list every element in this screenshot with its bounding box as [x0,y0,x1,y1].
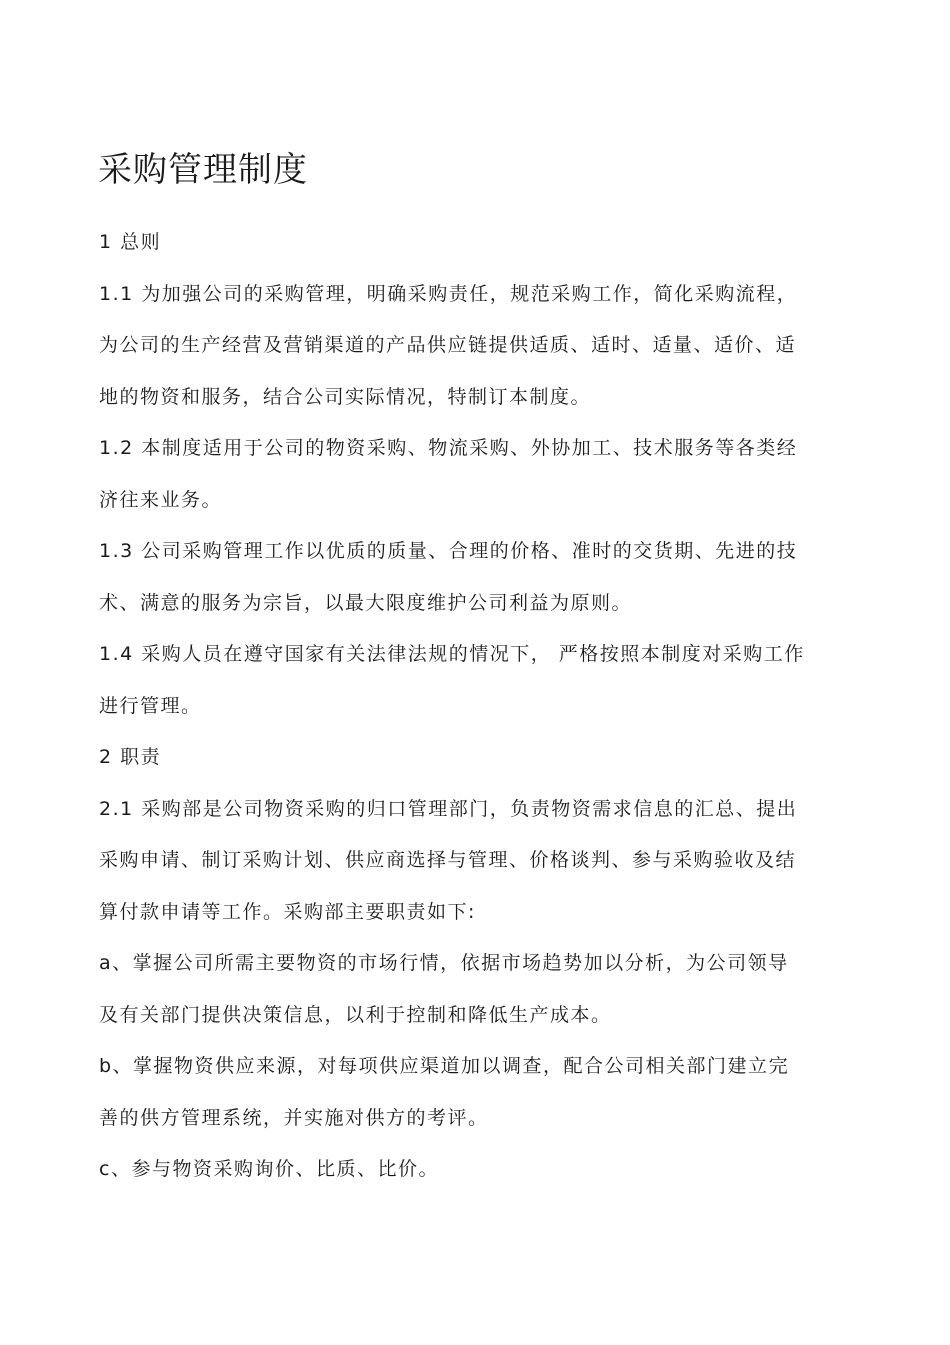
paragraph-line: 1.2 本制度适用于公司的物资采购、物流采购、外协加工、技术服务等各类经 [99,437,798,459]
section-heading: 2 职责 [99,746,162,768]
paragraph-line: 采购申请、制订采购计划、供应商选择与管理、价格谈判、参与采购验收及结 [99,849,797,871]
list-item-line: a、掌握公司所需主要物资的市场行情，依据市场趋势加以分析，为公司领导 [99,952,789,974]
paragraph-line: 1.1 为加强公司的采购管理，明确采购责任，规范采购工作，简化采购流程， [99,283,798,305]
paragraph-line: 术、满意的服务为宗旨，以最大限度维护公司利益为原则。 [99,592,633,614]
paragraph-line: 1.3 公司采购管理工作以优质的质量、合理的价格、准时的交货期、先进的技 [99,540,798,562]
paragraph-line: 为公司的生产经营及营销渠道的产品供应链提供适质、适时、适量、适价、适 [99,334,797,356]
paragraph-line: 1.4 采购人员在遵守国家有关法律法规的情况下， 严格按照本制度对采购工作 [99,643,805,665]
paragraph-line: 济往来业务。 [99,489,223,511]
paragraph-line: 算付款申请等工作。采购部主要职责如下: [99,901,476,923]
list-item-line: 善的供方管理系统，并实施对供方的考评。 [99,1107,489,1129]
paragraph-line: 进行管理。 [99,695,202,717]
paragraph-line: 2.1 采购部是公司物资采购的归口管理部门，负责物资需求信息的汇总、提出 [99,798,798,820]
paragraph-line: 地的物资和服务，结合公司实际情况，特制订本制度。 [99,386,592,408]
list-item-line: b、掌握物资供应来源，对每项供应渠道加以调查，配合公司相关部门建立完 [99,1055,790,1077]
section-heading: 1 总则 [99,231,162,253]
list-item-line: c、参与物资采购询价、比质、比价。 [99,1158,439,1180]
page-title: 采购管理制度 [98,150,308,190]
list-item-line: 及有关部门提供决策信息，以利于控制和降低生产成本。 [99,1004,612,1026]
